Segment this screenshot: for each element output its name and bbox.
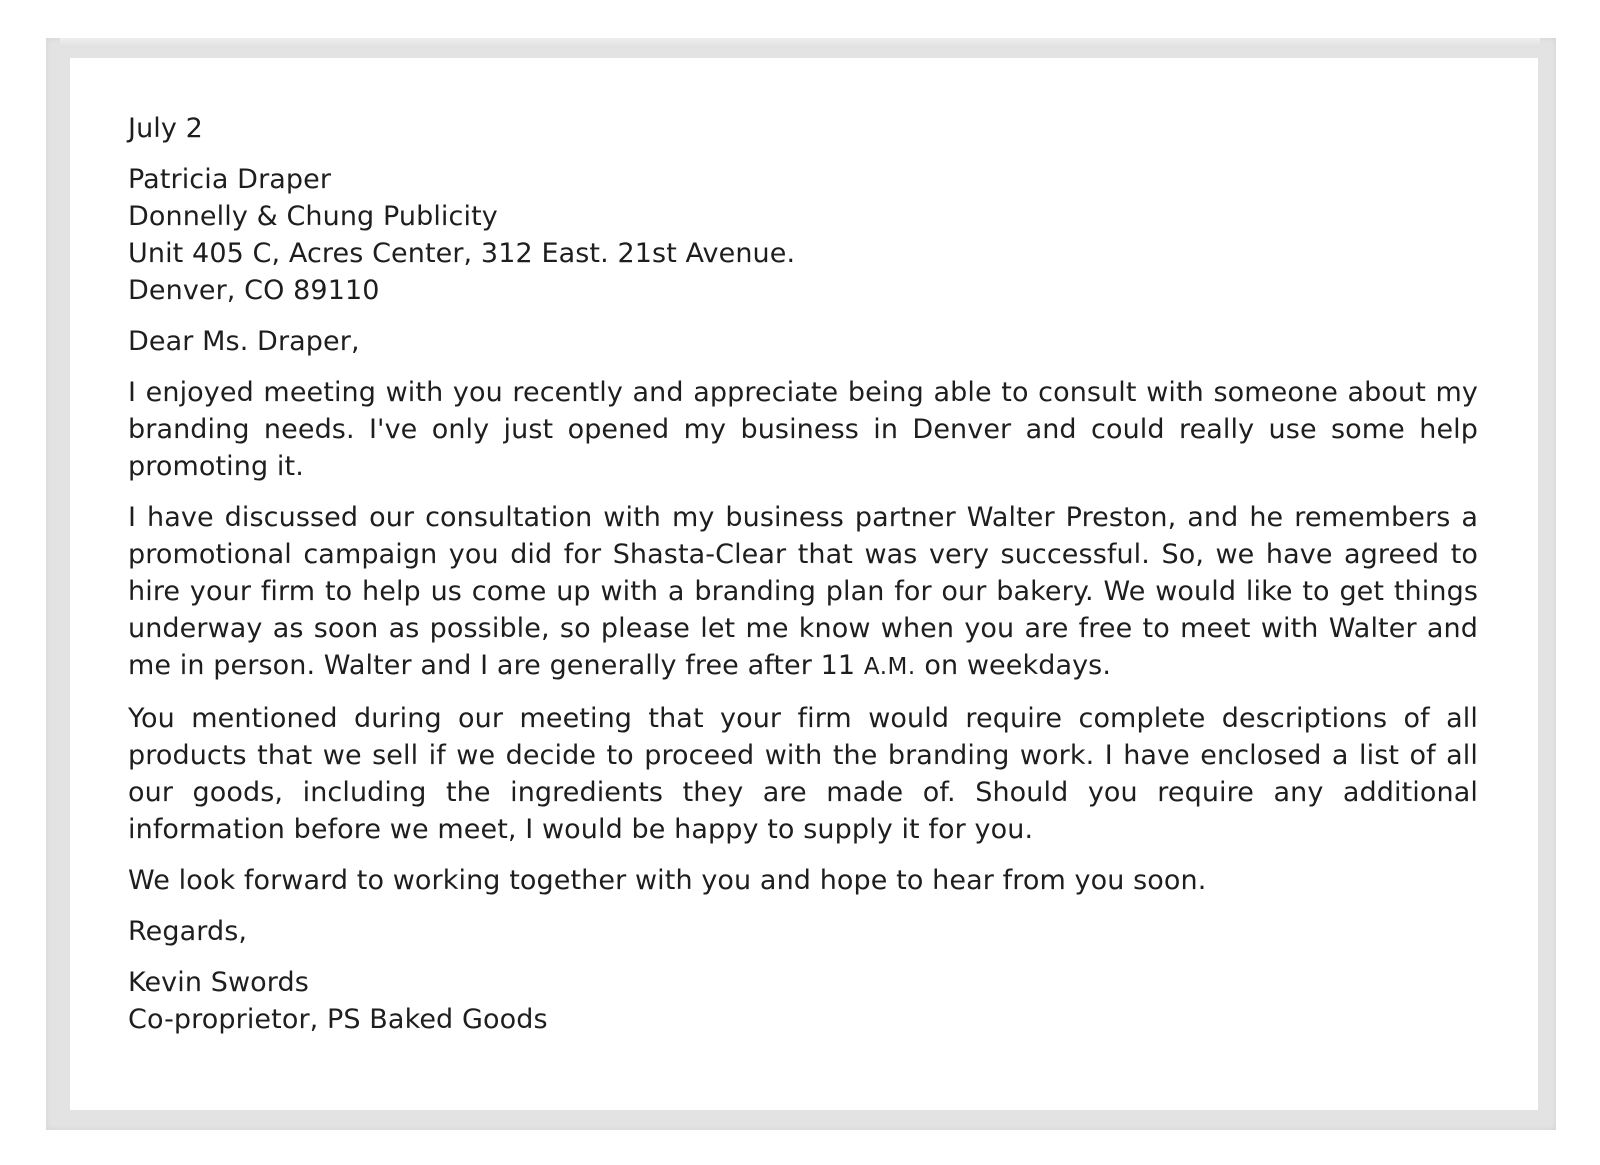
recipient-address-line2: Denver, CO 89110: [128, 275, 380, 306]
signature-name: Kevin Swords: [128, 967, 309, 998]
paragraph-2: [128, 499, 1478, 686]
recipient-company: Donnelly & Chung Publicity: [128, 201, 498, 232]
letter-paper: [70, 58, 1538, 1110]
time-suffix: A.M.: [863, 654, 916, 680]
letter-body: [128, 110, 1478, 1038]
paragraph-2-ending: on weekdays.: [915, 650, 1112, 681]
recipient-address-line1: Unit 405 C, Acres Center, 312 East. 21st Avenue.: [128, 238, 796, 269]
recipient-address-block: [128, 161, 1478, 309]
paragraph-3: You mentioned during our meeting that your firm would require complete descriptions of all products that we sell if we decide to proceed with the branding work. I have enclosed a list of all our goods, including the ingredients they are made of. Should you require any additional information before we meet, I would be happy to supply it for you.: [128, 703, 1478, 845]
paragraph-4: We look forward to working together with you and hope to hear from you soon.: [128, 865, 1207, 896]
signature-title: Co-proprietor, PS Baked Goods: [128, 1004, 548, 1035]
salutation: Dear Ms. Draper,: [128, 326, 360, 357]
closing: Regards,: [128, 916, 248, 947]
paragraph-1: I enjoyed meeting with you recently and appreciate being able to consult with someone about my branding needs. I've only just opened my business in Denver and could really use some help promoting it.: [128, 377, 1478, 482]
signature-block: [128, 964, 1478, 1038]
paragraph-2-text: I have discussed our consultation with my business partner Walter Preston, and he remembers a promotional campaign you did for Shasta-Clear that was very successful. So, we have agreed to hire your firm to help us come up with a branding plan for our bakery. We would like to get things underway as soon as possible, so please let me know when you are free to meet with Walter and me in person. Walter and I are generally free after 11: [128, 502, 1478, 681]
letter-date: July 2: [128, 113, 203, 144]
scan-border-top-edge: [60, 38, 1540, 48]
recipient-name: Patricia Draper: [128, 164, 332, 195]
